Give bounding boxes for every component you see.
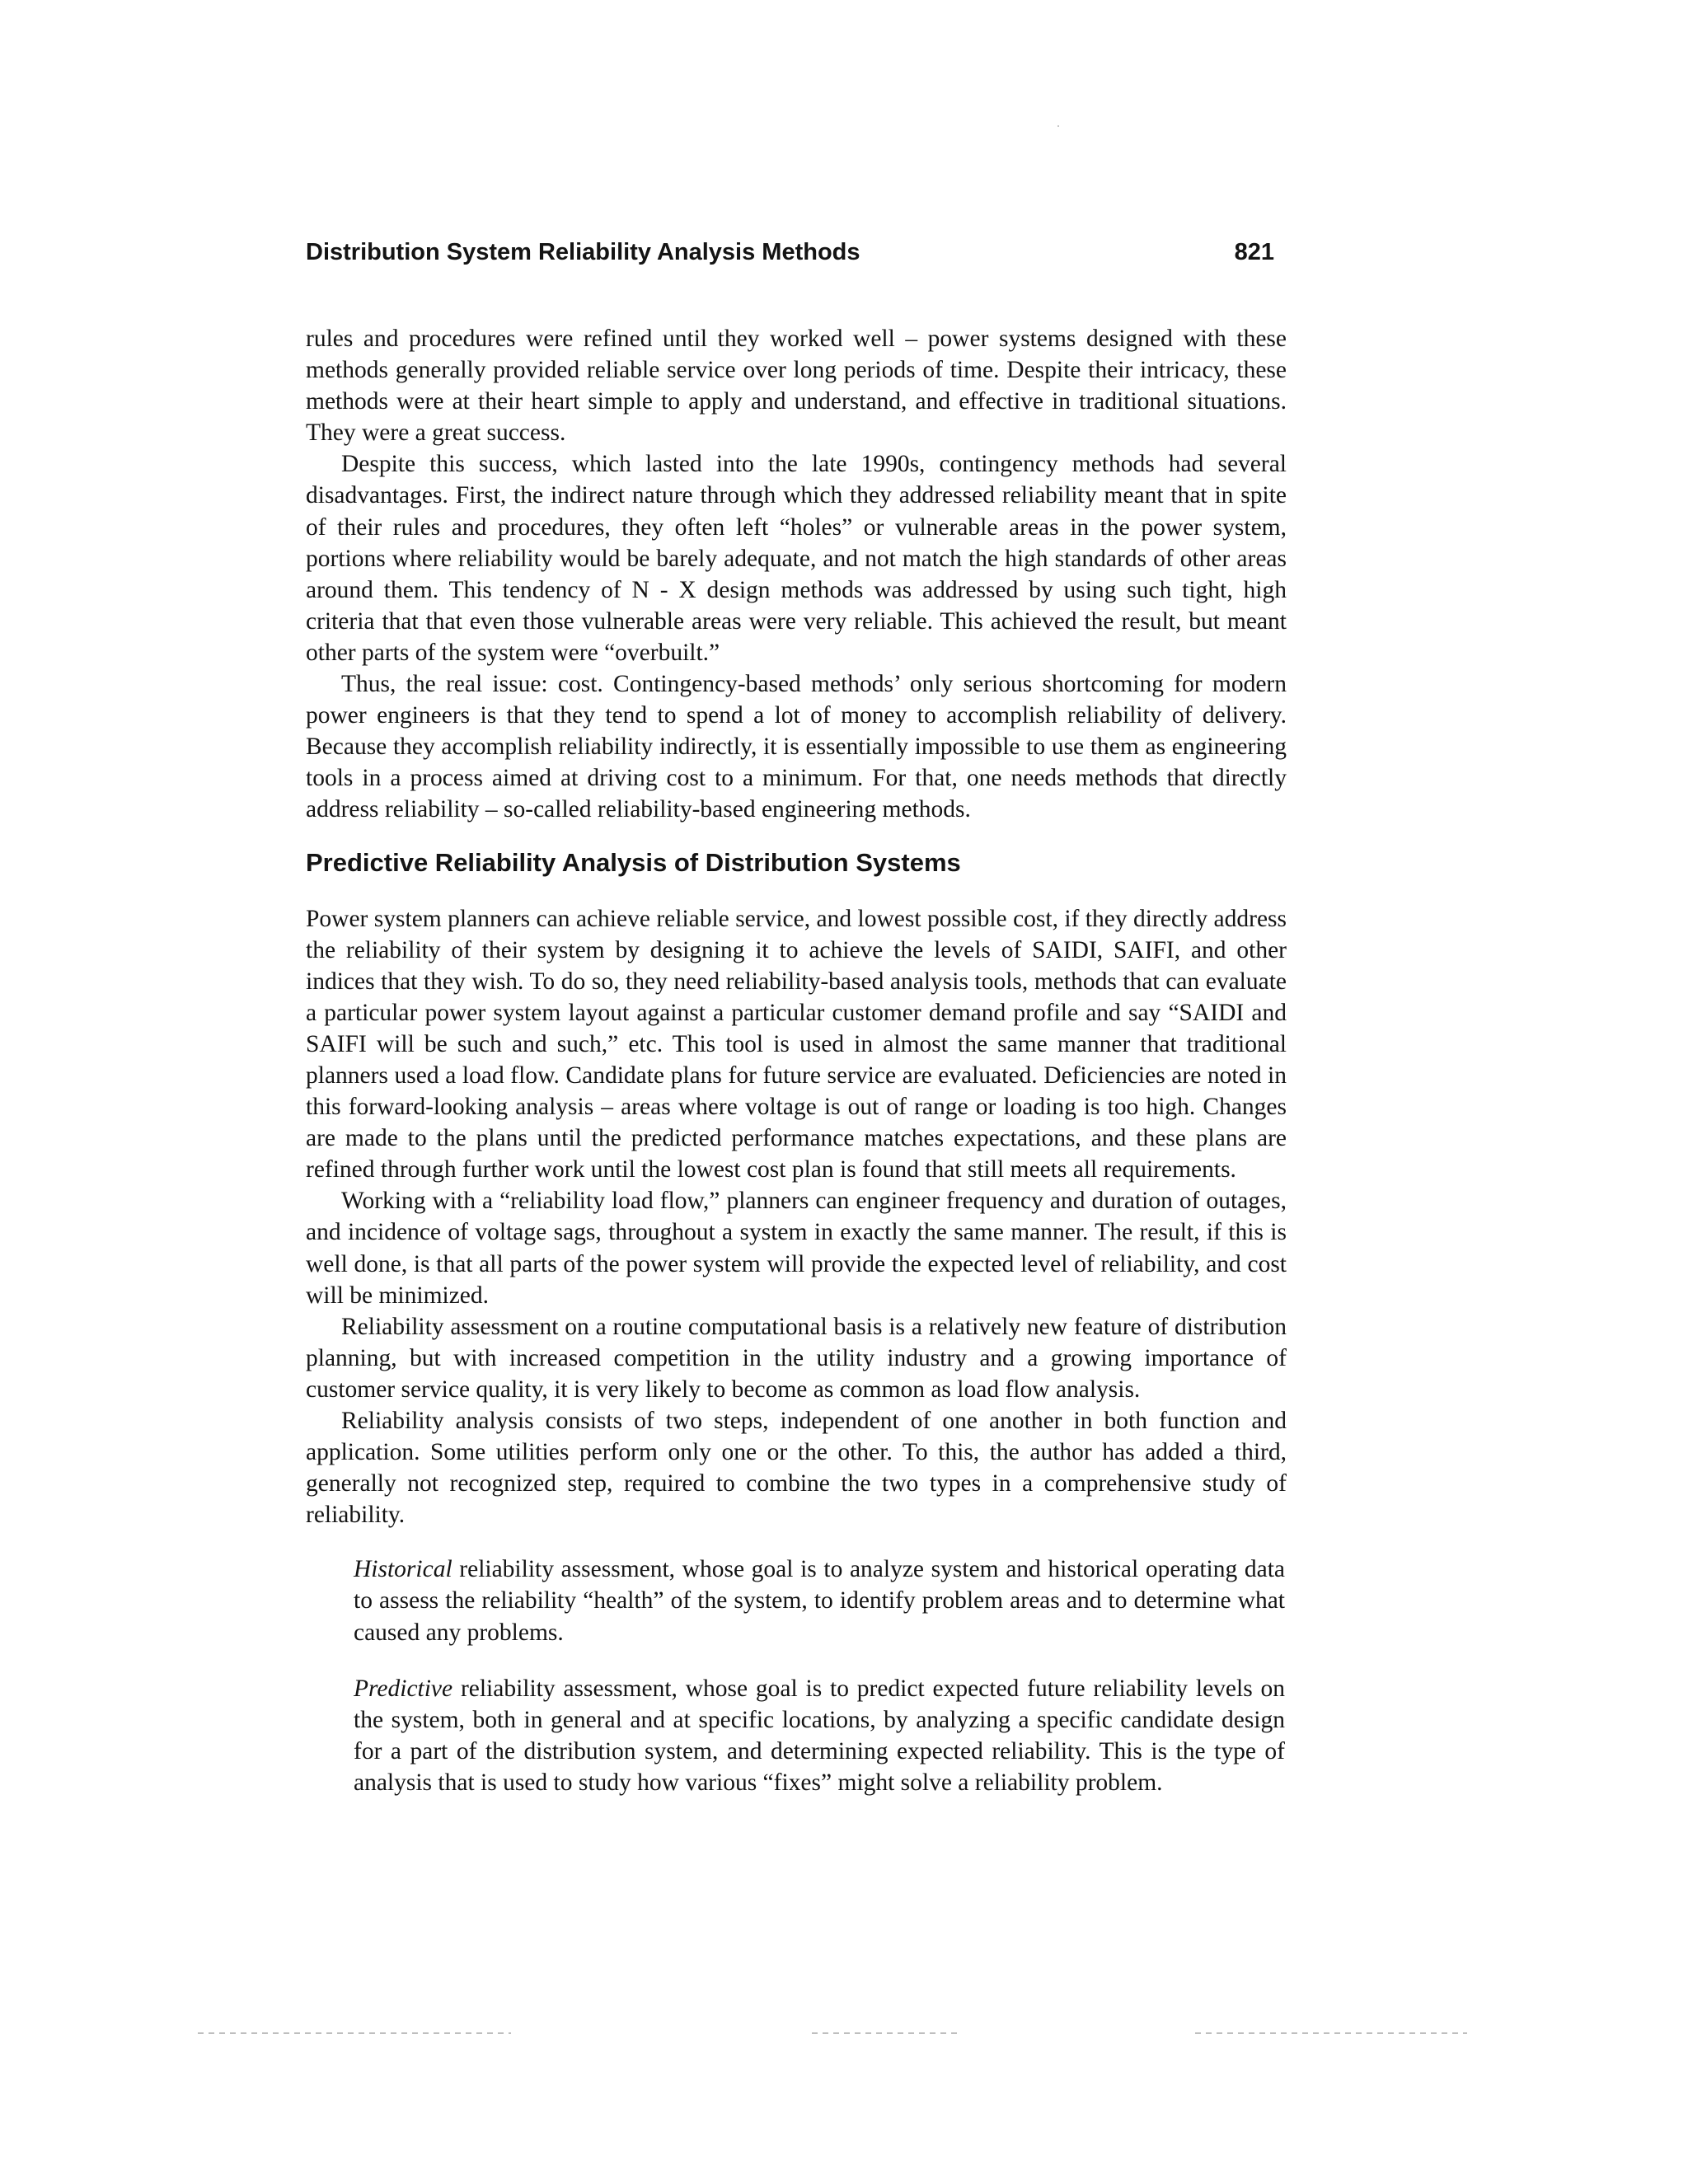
scan-artifact-line bbox=[1195, 2032, 1467, 2034]
page-number: 821 bbox=[1234, 239, 1274, 265]
paragraph: Thus, the real issue: cost. Contingency-based methods’ only serious shortcoming for modern power engineers is that they tend to spend a lot of money to accomplish reliability of delivery. Because they accomplish reliability indirectly, it is essentially impossible to use them as engineering tools in a process aimed at driving cost to a minimum. For that, one needs methods that directly address reliability – so-called reliability-based engineering methods. bbox=[306, 671, 1287, 823]
paragraph: Reliability analysis consists of two steps, independent of one another in both function and application. Some utilities perform only one or the other. To this, the author has added a third, generally not recognized step, required to combine the two types in a comprehensive study of reliability. bbox=[306, 1408, 1287, 1529]
running-title: Distribution System Reliability Analysis Methods bbox=[306, 239, 860, 265]
list-item bbox=[354, 1554, 1285, 1647]
list-item-text: reliability assessment, whose goal is to predict expected future reliability levels on the system, both in general and at specific locations, by analyzing a specific candidate design for a part of the distribution system, and determining expected reliability. This is the type of analysis that is used to study how various “fixes” might solve a reliability problem. bbox=[354, 1675, 1285, 1796]
section-heading: Predictive Reliability Analysis of Distribution Systems bbox=[306, 847, 961, 877]
scan-speck bbox=[1057, 125, 1059, 127]
paragraph: rules and procedures were refined until they worked well – power systems designed with these methods generally provided reliable service over long periods of time. Despite their intricacy, these methods were at their heart simple to apply and understand, and effective in traditional situations. They were a great success. bbox=[306, 326, 1287, 447]
list-item-term: Predictive bbox=[354, 1675, 453, 1702]
list-item bbox=[354, 1673, 1285, 1798]
paragraph: Power system planners can achieve reliable service, and lowest possible cost, if they directly address the reliability of their system by designing it to achieve the levels of SAIDI, SAIFI, and other indices that they wish. To do so, they need reliability-based analysis tools, methods that can evaluate a particular power system layout against a particular customer demand profile and say “SAIDI and SAIFI will be such and such,” etc. This tool is used in almost the same manner that traditional planners used a load flow. Candidate plans for future service are evaluated. Deficiencies are noted in this forward-looking analysis – areas where voltage is out of range or loading is too high. Changes are made to the plans until the predicted performance matches expectations, and these plans are refined through further work until the lowest cost plan is found that still meets all requirements. bbox=[306, 905, 1287, 1183]
list-item-term: Historical bbox=[354, 1556, 452, 1583]
list-item-text: reliability assessment, whose goal is to analyze system and historical operating data to assess the reliability “health” of the system, to identify problem areas and to determine what caused any problems. bbox=[354, 1556, 1285, 1646]
scan-artifact-line bbox=[812, 2032, 960, 2034]
page-body bbox=[306, 323, 1287, 1823]
paragraph: Despite this success, which lasted into the late 1990s, contingency methods had several disadvantages. First, the indirect nature through which they addressed reliability meant that in spite of their rules and procedures, they often left “holes” or vulnerable areas in the power system, portions where reliability would be barely adequate, and not match the high standards of other areas around them. This tendency of N - X design methods was addressed by using such tight, high criteria that that even those vulnerable areas were very reliable. This achieved the result, but meant other parts of the system were “overbuilt.” bbox=[306, 451, 1287, 666]
assessment-list bbox=[354, 1554, 1285, 1798]
scan-artifact-line bbox=[198, 2032, 511, 2034]
page-header bbox=[306, 239, 1274, 272]
paragraph: Working with a “reliability load flow,” planners can engineer frequency and duration of outages, and incidence of voltage sags, throughout a system in exactly the same manner. The result, if this is well done, is that all parts of the power system will provide the expected level of reliability, and cost will be minimized. bbox=[306, 1188, 1287, 1309]
paragraph: Reliability assessment on a routine computational basis is a relatively new feature of distribution planning, but with increased competition in the utility industry and a growing importance of customer service quality, it is very likely to become as common as load flow analysis. bbox=[306, 1313, 1287, 1403]
